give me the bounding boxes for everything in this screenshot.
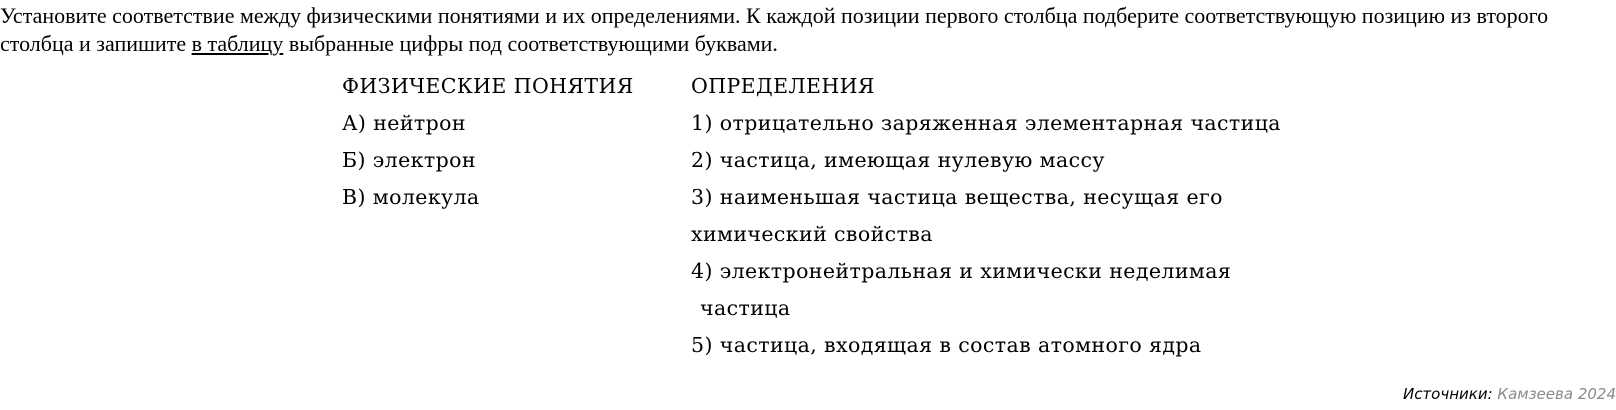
concept-item-b: Б) электрон [342,148,476,172]
task-statement [0,2,1612,58]
source-attribution [1403,384,1616,404]
definitions-header: ОПРЕДЕЛЕНИЯ [691,74,875,98]
physical-concepts-header: ФИЗИЧЕСКИЕ ПОНЯТИЯ [342,74,634,98]
task-text-after: выбранные цифры под соответствующими буквами. [283,31,778,56]
definition-item-3-continuation: химический свойства [691,222,933,246]
definition-item-4: 4) электронейтральная и химически неделимая [691,259,1232,283]
definition-item-2: 2) частица, имеющая нулевую массу [691,148,1105,172]
definition-item-5: 5) частица, входящая в состав атомного ядра [691,333,1202,357]
definition-item-4-continuation: частица [700,296,791,320]
definitions-column [691,68,1281,364]
definition-item-3: 3) наименьшая частица вещества, несущая его [691,185,1223,209]
concept-item-a: А) нейтрон [342,111,466,135]
source-label: Источники: [1402,385,1493,403]
source-value: Камзеева 2024 [1497,385,1616,403]
definition-item-1: 1) отрицательно заряженная элементарная частица [691,111,1281,135]
task-text-before: Установите соответствие между физическими понятиями и их определениями. К каждой позиции первого столбца подберите соответствующую позицию из второго столбца и запишите [0,3,1549,56]
physical-concepts-column [342,68,634,216]
table-link[interactable]: в таблицу [191,31,284,56]
concept-item-v: В) молекула [342,185,480,209]
